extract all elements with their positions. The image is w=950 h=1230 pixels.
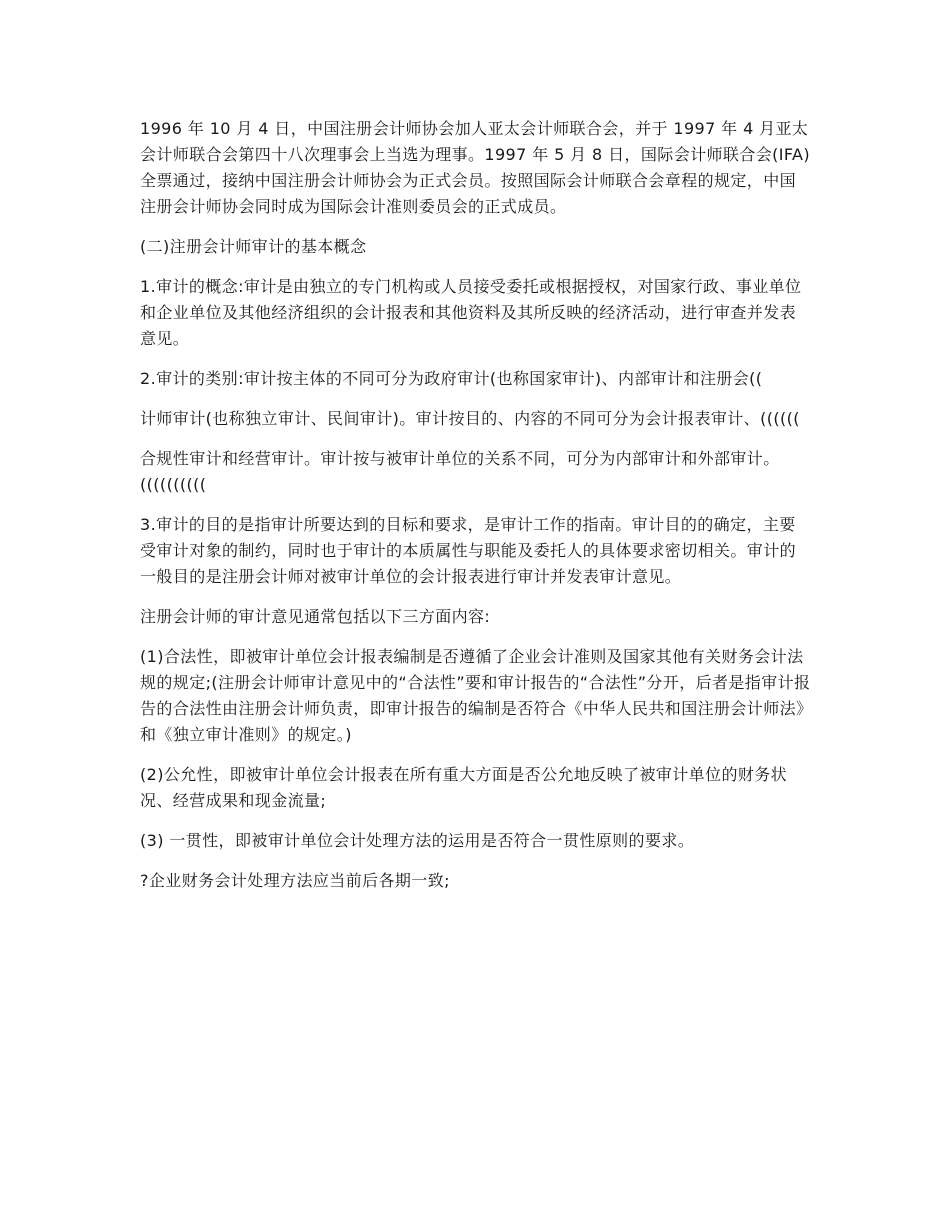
paragraph-legality: (1)合法性，即被审计单位会计报表编制是否遵循了企业会计准则及国家其他有关财务会计法规的规定;(注册会计师审计意见中的“合法性”要和审计报告的“合法性”分开，后者是指审计报告的合法性由注册会计师负责，即审计报告的编制是否符合《中华人民共和国注册会计师法》和《独立审计准则》的规定。) [140, 647, 811, 744]
paragraph-audit-purpose: 3.审计的目的是指审计所要达到的目标和要求，是审计工作的指南。审计目的的确定，主要受审计对象的制约，同时也于审计的本质属性与职能及委托人的具体要求密切相关。审计的一般目的是注册会计师对被审计单位的会计报表进行审计并发表审计意见。 [140, 515, 797, 586]
section-heading-basic-concepts: (二)注册会计师审计的基本概念 [140, 237, 367, 256]
paragraph-audit-categories-cont-1: 计师审计(也称独立审计、民间审计)。审计按目的、内容的不同可分为会计报表审计、(((((( [140, 409, 800, 428]
paragraph-consistency-note: ?企业财务会计处理方法应当前后各期一致; [140, 871, 450, 890]
paragraph-audit-opinion-intro: 注册会计师的审计意见通常包括以下三方面内容: [140, 607, 491, 626]
paragraph-audit-categories: 2.审计的类别:审计按主体的不同可分为政府审计(也称国家审计)、内部审计和注册会(( [140, 369, 763, 388]
paragraph-cicpa-history: 1996 年 10 月 4 日，中国注册会计师协会加人亚太会计师联合会，并于 1997 年 4 月亚太会计师联合会第四十八次理事会上当选为理事。1997 年 5 月 8 日，国际会计师联合会(IFA)全票通过，接纳中国注册会计师协会为正式会员。按照国际会计师联合会章程的规定，中国注册会计师协会同时成为国际会计准则委员会的正式成员。 [140, 119, 810, 216]
paragraph-audit-categories-cont-2: 合规性审计和经营审计。审计按与被审计单位的关系不同，可分为内部审计和外部审计。 (((((((((( [140, 449, 780, 494]
paragraph-audit-concept: 1.审计的概念:审计是由独立的专门机构或人员接受委托或根据授权，对国家行政、事业单位和企业单位及其他经济组织的会计报表和其他资料及其所反映的经济活动，进行审查并发表意见。 [140, 277, 802, 348]
paragraph-consistency: (3) 一贯性，即被审计单位会计处理方法的运用是否符合一贯性原则的要求。 [140, 831, 695, 850]
document-body [140, 116, 812, 908]
paragraph-fairness: (2)公允性，即被审计单位会计报表在所有重大方面是否公允地反映了被审计单位的财务状况、经营成果和现金流量; [140, 765, 788, 810]
